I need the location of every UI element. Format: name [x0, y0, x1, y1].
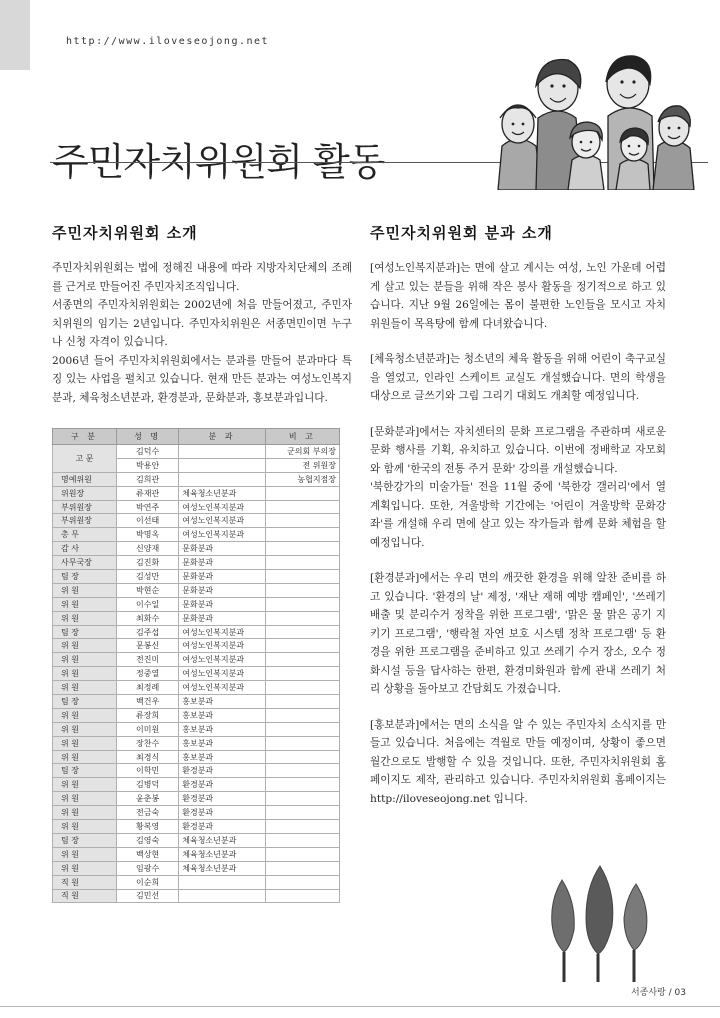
dept-cell: 체육청소년분과 — [179, 861, 265, 875]
note-cell — [265, 597, 339, 611]
role-cell: 위 원 — [53, 708, 117, 722]
role-cell: 위원장 — [53, 486, 117, 500]
role-cell: 위 원 — [53, 639, 117, 653]
corner-decoration — [0, 0, 30, 70]
role-cell: 위 원 — [53, 820, 117, 834]
dept-cell — [179, 875, 265, 889]
dept-cell: 여성노인복지분과 — [179, 653, 265, 667]
table-row — [53, 889, 340, 903]
page-title: 주민자치위원회 활동 — [52, 140, 385, 185]
role-cell: 위 원 — [53, 806, 117, 820]
role-cell: 위 원 — [53, 861, 117, 875]
column-header: 비 고 — [265, 429, 339, 445]
role-cell: 명예위원 — [53, 472, 117, 486]
name-cell: 장찬수 — [116, 736, 178, 750]
note-cell — [265, 806, 339, 820]
section-heading-committees: 주민자치위원회 분과 소개 — [370, 224, 553, 243]
dept-cell: 문화분과 — [179, 542, 265, 556]
committee-paragraph: [환경분과]에서는 우리 면의 깨끗한 환경을 위해 알찬 준비를 하고 있습니다. '환경의 날' 제정, '재난 재해 예방 캠페인', '쓰레기 배출 및 분리수거 정착을 위한 프로그램', '맑은 물 맑은 공기 지키기 프로그램', '행락철 자연 보호 시스템 정착 프로그램' 등 환경을 위한 프로그램을 준비하고 있고 쓰레기 수거 장소, 오수 정화시설 등을 답사하는 한편, 환경미화원과 함께 관내 쓰레기 처리 상황을 돌아보고 간담회도 가졌습니다. — [370, 572, 666, 695]
dept-cell: 체육청소년분과 — [179, 847, 265, 861]
dept-cell: 체육청소년분과 — [179, 486, 265, 500]
dept-cell: 환경분과 — [179, 792, 265, 806]
dept-cell: 여성노인복지분과 — [179, 639, 265, 653]
role-cell: 팀 장 — [53, 625, 117, 639]
name-cell: 백건우 — [116, 695, 178, 709]
committee-paragraph: [문화분과]에서는 자치센터의 문화 프로그램을 주관하며 새로운 문화 행사를 기획, 유치하고 있습니다. 이번에 정배학교 자모회와 함께 '한국의 전통 주거 문화' 강의를 개설했습니다. — [370, 425, 666, 475]
name-cell: 전진미 — [116, 653, 178, 667]
name-cell: 이학민 — [116, 764, 178, 778]
committees-text — [370, 259, 666, 825]
note-cell — [265, 500, 339, 514]
table-row — [53, 625, 340, 639]
table-row — [53, 514, 340, 528]
table-row — [53, 764, 340, 778]
dept-cell — [179, 445, 265, 459]
note-cell — [265, 528, 339, 542]
name-cell: 김민선 — [116, 889, 178, 903]
name-cell: 이순희 — [116, 875, 178, 889]
role-cell: 위 원 — [53, 611, 117, 625]
dept-cell — [179, 889, 265, 903]
note-cell — [265, 667, 339, 681]
dept-cell: 문화분과 — [179, 597, 265, 611]
dept-cell — [179, 472, 265, 486]
section-heading-intro: 주민자치위원회 소개 — [52, 224, 198, 243]
role-cell: 사무국장 — [53, 556, 117, 570]
table-row — [53, 570, 340, 584]
role-cell: 감 사 — [53, 542, 117, 556]
dept-cell: 여성노인복지분과 — [179, 681, 265, 695]
note-cell: 군의회 부의장 — [265, 445, 339, 459]
members-table — [52, 428, 340, 903]
name-cell: 이수일 — [116, 597, 178, 611]
name-cell: 김성만 — [116, 570, 178, 584]
column-header: 구 분 — [53, 429, 117, 445]
dept-cell: 여성노인복지분과 — [179, 528, 265, 542]
dept-cell: 문화분과 — [179, 556, 265, 570]
role-cell: 위 원 — [53, 653, 117, 667]
intro-paragraph: 서종면의 주민자치위원회는 2002년에 처음 만들어졌고, 주민자치위원의 임기는 2년입니다. 주민자치위원은 서종면민이면 누구나 신청 자격이 있습니다. — [52, 299, 352, 348]
table-row — [53, 708, 340, 722]
role-cell: 부위원장 — [53, 514, 117, 528]
table-row — [53, 472, 340, 486]
role-cell: 위 원 — [53, 736, 117, 750]
role-cell: 위 원 — [53, 847, 117, 861]
dept-cell: 체육청소년분과 — [179, 833, 265, 847]
name-cell: 최경식 — [116, 750, 178, 764]
role-cell: 위 원 — [53, 583, 117, 597]
table-row — [53, 847, 340, 861]
table-row — [53, 500, 340, 514]
name-cell: 신양재 — [116, 542, 178, 556]
table-row — [53, 667, 340, 681]
column-header: 성 명 — [116, 429, 178, 445]
dept-cell: 환경분과 — [179, 778, 265, 792]
role-cell: 위 원 — [53, 778, 117, 792]
note-cell — [265, 820, 339, 834]
name-cell: 박명옥 — [116, 528, 178, 542]
role-cell: 팀 장 — [53, 833, 117, 847]
table-row — [53, 583, 340, 597]
name-cell: 박용안 — [116, 458, 178, 472]
note-cell — [265, 639, 339, 653]
role-cell: 위 원 — [53, 792, 117, 806]
note-cell — [265, 625, 339, 639]
intro-paragraph: 2006년 들어 주민자치위원회에서는 분과를 만들어 분과마다 특징 있는 사업을 펼치고 있습니다. 현재 만든 분과는 여성노인복지분과, 체육청소년분과, 환경분과, 문화분과, 홍보분과입니다. — [52, 354, 352, 404]
note-cell — [265, 861, 339, 875]
dept-cell: 문화분과 — [179, 570, 265, 584]
role-cell: 위 원 — [53, 597, 117, 611]
note-cell — [265, 778, 339, 792]
table-row — [53, 861, 340, 875]
note-cell — [265, 514, 339, 528]
name-cell: 류재관 — [116, 486, 178, 500]
role-cell: 고 문 — [53, 445, 117, 473]
dept-cell: 환경분과 — [179, 820, 265, 834]
table-row — [53, 556, 340, 570]
name-cell: 김주섭 — [116, 625, 178, 639]
note-cell: 농협지점장 — [265, 472, 339, 486]
dept-cell: 여성노인복지분과 — [179, 514, 265, 528]
dept-cell: 홍보분과 — [179, 750, 265, 764]
name-cell: 김희관 — [116, 472, 178, 486]
note-cell — [265, 611, 339, 625]
committee-paragraph: [체육청소년분과]는 청소년의 체육 활동을 위해 어린이 축구교실을 열었고, 인라인 스케이트 교실도 개설했습니다. 면의 학생을 대상으로 글쓰기와 그림 그리기 대회도 개최할 예정입니다. — [370, 353, 666, 402]
role-cell: 위 원 — [53, 750, 117, 764]
name-cell: 황복영 — [116, 820, 178, 834]
note-cell — [265, 570, 339, 584]
name-cell: 김덕수 — [116, 445, 178, 459]
intro-text — [52, 259, 352, 407]
name-cell: 최화수 — [116, 611, 178, 625]
group-of-people-illustration — [458, 46, 710, 190]
table-row — [53, 542, 340, 556]
table-row — [53, 486, 340, 500]
name-cell: 김진화 — [116, 556, 178, 570]
committee-paragraph: '북한강가의 미술가들' 전을 11월 중에 '북한강 갤러리'에서 열 계획입니다. 또한, 겨울방학 기간에는 '어린이 겨울방학 문화강좌'를 개설해 우리 면에 살고 있는 작가들과 함께 문화 체험을 할 예정입니다. — [370, 481, 666, 549]
table-row — [53, 778, 340, 792]
note-cell — [265, 653, 339, 667]
table-row — [53, 639, 340, 653]
name-cell: 정중열 — [116, 667, 178, 681]
column-header: 분 과 — [179, 429, 265, 445]
note-cell — [265, 486, 339, 500]
name-cell: 류장희 — [116, 708, 178, 722]
name-cell: 이선태 — [116, 514, 178, 528]
note-cell — [265, 736, 339, 750]
note-cell — [265, 833, 339, 847]
role-cell: 위 원 — [53, 722, 117, 736]
name-cell: 문봉신 — [116, 639, 178, 653]
header-url: http://www.iloveseojong.net — [66, 36, 270, 47]
role-cell: 위 원 — [53, 681, 117, 695]
table-row — [53, 695, 340, 709]
table-row — [53, 820, 340, 834]
note-cell — [265, 708, 339, 722]
role-cell: 팀 장 — [53, 570, 117, 584]
note-cell — [265, 889, 339, 903]
dept-cell: 여성노인복지분과 — [179, 625, 265, 639]
name-cell: 박현순 — [116, 583, 178, 597]
name-cell: 이미원 — [116, 722, 178, 736]
table-row — [53, 722, 340, 736]
note-cell — [265, 583, 339, 597]
trees-illustration — [540, 862, 660, 982]
table-header-row — [53, 429, 340, 445]
page-footer: 서종사랑 / 03 — [631, 988, 686, 998]
note-cell — [265, 750, 339, 764]
intro-paragraph: 주민자치위원회는 법에 정해진 내용에 따라 지방자치단체의 조례를 근거로 만들어진 주민자치조직입니다. — [52, 262, 352, 293]
name-cell: 백상현 — [116, 847, 178, 861]
dept-cell: 홍보분과 — [179, 695, 265, 709]
role-cell: 팀 장 — [53, 764, 117, 778]
name-cell: 임광수 — [116, 861, 178, 875]
role-cell: 직 원 — [53, 875, 117, 889]
name-cell: 전금숙 — [116, 806, 178, 820]
table-row — [53, 806, 340, 820]
role-cell: 직 원 — [53, 889, 117, 903]
note-cell — [265, 695, 339, 709]
committee-paragraph: [여성노인복지분과]는 면에 살고 계시는 여성, 노인 가운데 어렵게 살고 있는 분들을 위해 작은 봉사 활동을 정기적으로 하고 있습니다. 지난 9월 26일에는 몸이 불편한 노인들을 모시고 자치위원들이 목욕탕에 함께 다녀왔습니다. — [370, 262, 666, 330]
note-cell — [265, 875, 339, 889]
note-cell — [265, 764, 339, 778]
dept-cell: 문화분과 — [179, 583, 265, 597]
name-cell: 윤춘봉 — [116, 792, 178, 806]
name-cell: 최정례 — [116, 681, 178, 695]
note-cell — [265, 556, 339, 570]
name-cell: 김병덕 — [116, 778, 178, 792]
note-cell — [265, 681, 339, 695]
committee-paragraph: [홍보분과]에서는 면의 소식을 알 수 있는 주민자치 소식지를 만들고 있습니다. 처음에는 격월로 만들 예정이며, 상황이 좋으면 월간으로도 발행할 수 있을 것입니다. 또한, 주민자치위원회 홈페이지도 제작, 관리하고 있습니다. 주민자치위원회 홈페이지는 http://iloveseojong.net 입니다. — [370, 718, 666, 805]
footer-divider — [0, 1006, 720, 1007]
dept-cell — [179, 458, 265, 472]
note-cell — [265, 542, 339, 556]
dept-cell: 문화분과 — [179, 611, 265, 625]
table-row — [53, 681, 340, 695]
note-cell: 전 위원장 — [265, 458, 339, 472]
table-row — [53, 736, 340, 750]
table-row — [53, 833, 340, 847]
dept-cell: 홍보분과 — [179, 722, 265, 736]
role-cell: 위 원 — [53, 667, 117, 681]
table-row — [53, 792, 340, 806]
dept-cell: 여성노인복지분과 — [179, 667, 265, 681]
table-row — [53, 528, 340, 542]
table-row — [53, 653, 340, 667]
dept-cell: 환경분과 — [179, 806, 265, 820]
dept-cell: 여성노인복지분과 — [179, 500, 265, 514]
dept-cell: 환경분과 — [179, 764, 265, 778]
table-row — [53, 597, 340, 611]
table-row — [53, 611, 340, 625]
role-cell: 부위원장 — [53, 500, 117, 514]
name-cell: 김영숙 — [116, 833, 178, 847]
note-cell — [265, 847, 339, 861]
note-cell — [265, 792, 339, 806]
role-cell: 총 무 — [53, 528, 117, 542]
table-row — [53, 750, 340, 764]
dept-cell: 홍보분과 — [179, 708, 265, 722]
table-row — [53, 875, 340, 889]
note-cell — [265, 722, 339, 736]
name-cell: 박연주 — [116, 500, 178, 514]
role-cell: 팀 장 — [53, 695, 117, 709]
table-row — [53, 445, 340, 459]
dept-cell: 홍보분과 — [179, 736, 265, 750]
